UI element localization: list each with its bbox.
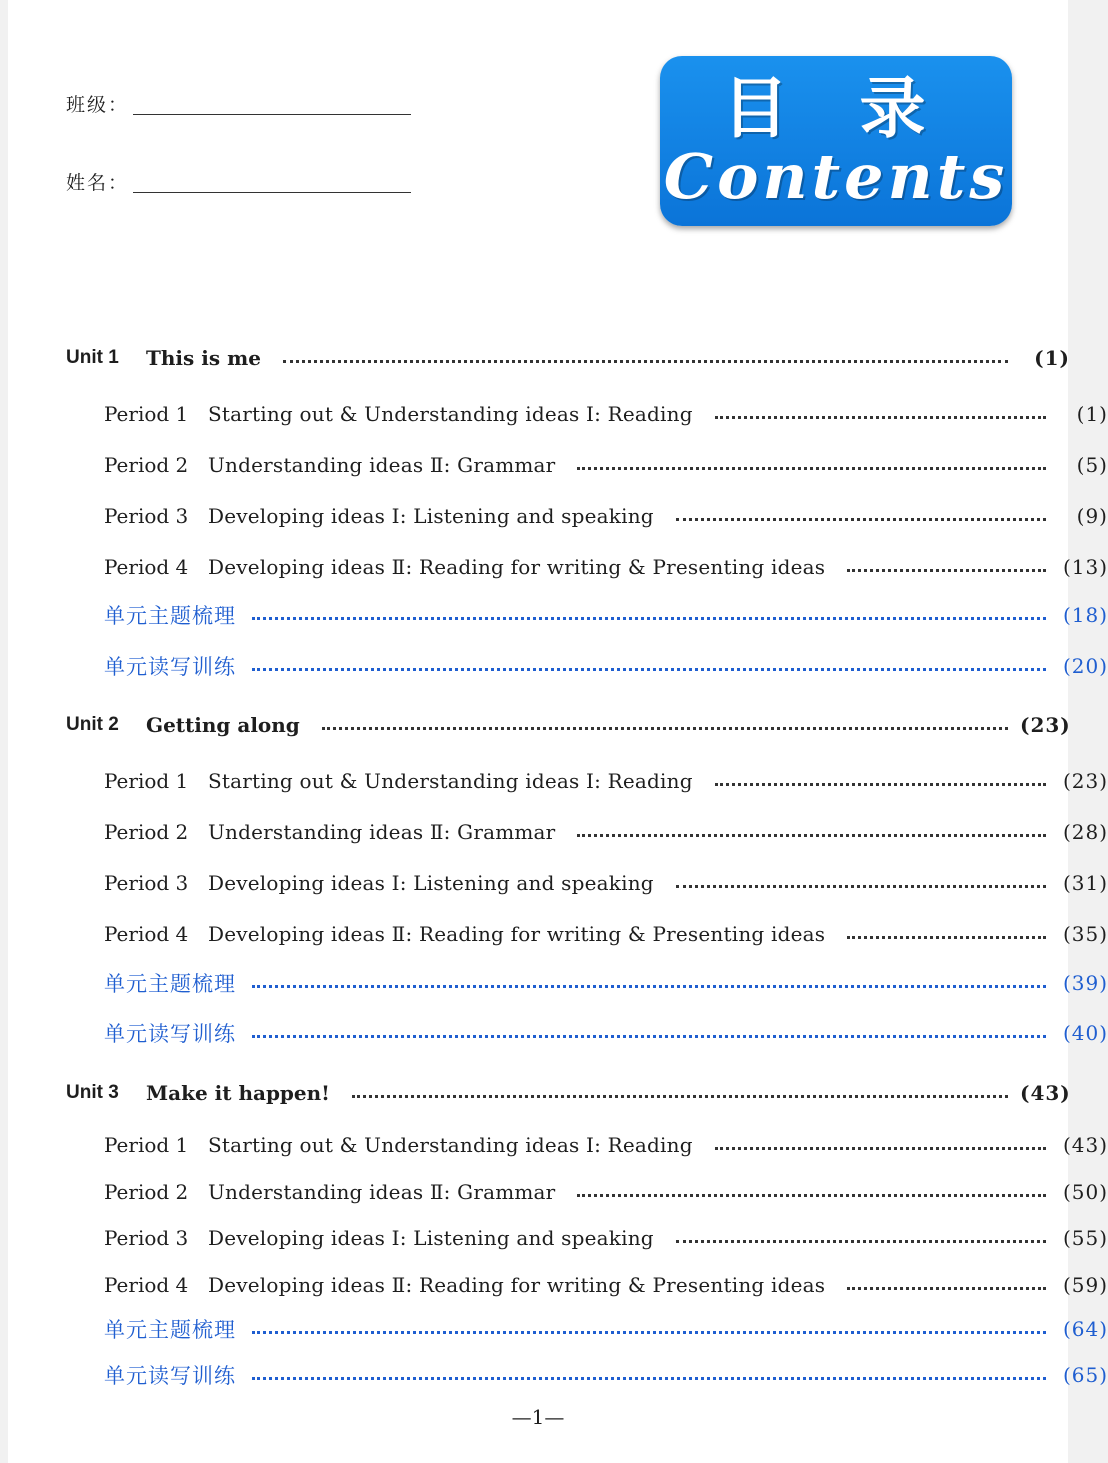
dot-leader bbox=[715, 416, 1046, 419]
page-reference: (9) bbox=[1076, 504, 1108, 528]
page-reference: (50) bbox=[1062, 1180, 1108, 1204]
dot-leader bbox=[252, 985, 1046, 988]
page-reference: (18) bbox=[1062, 603, 1108, 627]
unit-title: This is me bbox=[146, 346, 261, 370]
dot-leader bbox=[847, 936, 1046, 939]
unit-number: Unit 2 bbox=[66, 714, 119, 735]
unit-heading[interactable] bbox=[8, 343, 1070, 373]
period-entry[interactable] bbox=[8, 1270, 1108, 1300]
unit-training-entry[interactable] bbox=[8, 651, 1108, 681]
page-reference: (64) bbox=[1062, 1317, 1108, 1341]
period-number: Period 2 bbox=[104, 1180, 189, 1204]
period-entry[interactable] bbox=[8, 501, 1108, 531]
dot-leader bbox=[577, 834, 1046, 837]
dot-leader bbox=[577, 467, 1046, 470]
name-field bbox=[66, 168, 411, 195]
unit-number: Unit 1 bbox=[66, 347, 119, 368]
training-title: 单元读写训练 bbox=[104, 1022, 236, 1046]
period-entry[interactable] bbox=[8, 1130, 1108, 1160]
summary-title: 单元主题梳理 bbox=[104, 1318, 236, 1342]
dot-leader bbox=[577, 1194, 1046, 1197]
dot-leader bbox=[252, 1035, 1046, 1038]
page-number: —1— bbox=[511, 1405, 565, 1429]
page-reference: (59) bbox=[1062, 1273, 1108, 1297]
period-number: Period 1 bbox=[104, 1133, 189, 1157]
unit-training-entry[interactable] bbox=[8, 1018, 1108, 1048]
training-title: 单元读写训练 bbox=[104, 1364, 236, 1388]
period-title: Developing ideas Ⅰ: Listening and speaking bbox=[208, 504, 654, 528]
page-reference: (40) bbox=[1062, 1021, 1108, 1045]
name-blank-line bbox=[133, 192, 411, 193]
period-entry[interactable] bbox=[8, 450, 1108, 480]
period-title: Developing ideas Ⅱ: Reading for writing & Presenting ideas bbox=[208, 922, 826, 946]
page-reference: (13) bbox=[1062, 555, 1108, 579]
page-reference: (65) bbox=[1062, 1363, 1108, 1387]
contents-badge bbox=[660, 56, 1012, 226]
class-blank-line bbox=[133, 114, 411, 115]
period-number: Period 2 bbox=[104, 453, 189, 477]
dot-leader bbox=[352, 1095, 1008, 1098]
period-number: Period 4 bbox=[104, 1273, 189, 1297]
unit-training-entry[interactable] bbox=[8, 1360, 1108, 1390]
contents-title-en: Contents bbox=[663, 140, 1009, 213]
dot-leader bbox=[283, 360, 1008, 363]
period-title: Developing ideas Ⅱ: Reading for writing & Presenting ideas bbox=[208, 555, 826, 579]
page-reference: (43) bbox=[1062, 1133, 1108, 1157]
training-title: 单元读写训练 bbox=[104, 655, 236, 679]
period-number: Period 3 bbox=[104, 1226, 189, 1250]
page-reference: (23) bbox=[1062, 769, 1108, 793]
period-number: Period 4 bbox=[104, 922, 189, 946]
period-title: Starting out & Understanding ideas Ⅰ: Reading bbox=[208, 402, 693, 426]
period-entry[interactable] bbox=[8, 1177, 1108, 1207]
summary-title: 单元主题梳理 bbox=[104, 972, 236, 996]
dot-leader bbox=[676, 1240, 1046, 1243]
page-reference: (5) bbox=[1076, 453, 1108, 477]
period-entry[interactable] bbox=[8, 1223, 1108, 1253]
unit-heading[interactable] bbox=[8, 1078, 1070, 1108]
class-label: 班级： bbox=[66, 94, 130, 116]
dot-leader bbox=[715, 783, 1046, 786]
unit-summary-entry[interactable] bbox=[8, 600, 1108, 630]
dot-leader bbox=[252, 1377, 1046, 1380]
page-reference: (39) bbox=[1062, 971, 1108, 995]
period-title: Understanding ideas Ⅱ: Grammar bbox=[208, 1180, 556, 1204]
page-reference: (20) bbox=[1062, 654, 1108, 678]
period-number: Period 1 bbox=[104, 402, 189, 426]
unit-summary-entry[interactable] bbox=[8, 968, 1108, 998]
period-entry[interactable] bbox=[8, 868, 1108, 898]
dot-leader bbox=[676, 518, 1046, 521]
period-number: Period 3 bbox=[104, 871, 189, 895]
page-reference: (43) bbox=[1020, 1081, 1071, 1105]
unit-summary-entry[interactable] bbox=[8, 1314, 1108, 1344]
page-reference: (1) bbox=[1034, 346, 1070, 370]
page-reference: (35) bbox=[1062, 922, 1108, 946]
dot-leader bbox=[322, 727, 1008, 730]
period-entry[interactable] bbox=[8, 399, 1108, 429]
period-title: Developing ideas Ⅰ: Listening and speaking bbox=[208, 871, 654, 895]
document-page bbox=[8, 0, 1108, 1463]
period-number: Period 2 bbox=[104, 820, 189, 844]
dot-leader bbox=[847, 1287, 1046, 1290]
period-title: Developing ideas Ⅰ: Listening and speaking bbox=[208, 1226, 654, 1250]
class-field bbox=[66, 90, 411, 117]
period-title: Starting out & Understanding ideas Ⅰ: Reading bbox=[208, 1133, 693, 1157]
page-reference: (23) bbox=[1020, 713, 1071, 737]
page-reference: (1) bbox=[1076, 402, 1108, 426]
period-entry[interactable] bbox=[8, 766, 1108, 796]
contents-title-zh: 目 录 bbox=[722, 70, 950, 147]
dot-leader bbox=[252, 1331, 1046, 1334]
period-number: Period 1 bbox=[104, 769, 189, 793]
period-title: Understanding ideas Ⅱ: Grammar bbox=[208, 820, 556, 844]
period-number: Period 3 bbox=[104, 504, 189, 528]
period-entry[interactable] bbox=[8, 817, 1108, 847]
dot-leader bbox=[252, 668, 1046, 671]
unit-title: Getting along bbox=[146, 713, 300, 737]
unit-number: Unit 3 bbox=[66, 1082, 119, 1103]
name-label: 姓名： bbox=[66, 172, 130, 194]
period-title: Understanding ideas Ⅱ: Grammar bbox=[208, 453, 556, 477]
dot-leader bbox=[252, 617, 1046, 620]
unit-title: Make it happen! bbox=[146, 1081, 330, 1105]
period-title: Developing ideas Ⅱ: Reading for writing & Presenting ideas bbox=[208, 1273, 826, 1297]
page-reference: (28) bbox=[1062, 820, 1108, 844]
unit-heading[interactable] bbox=[8, 710, 1070, 740]
page-reference: (55) bbox=[1062, 1226, 1108, 1250]
period-entry[interactable] bbox=[8, 919, 1108, 949]
period-title: Starting out & Understanding ideas Ⅰ: Reading bbox=[208, 769, 693, 793]
dot-leader bbox=[676, 885, 1046, 888]
period-entry[interactable] bbox=[8, 552, 1108, 582]
page-reference: (31) bbox=[1062, 871, 1108, 895]
dot-leader bbox=[715, 1147, 1046, 1150]
summary-title: 单元主题梳理 bbox=[104, 604, 236, 628]
dot-leader bbox=[847, 569, 1046, 572]
period-number: Period 4 bbox=[104, 555, 189, 579]
